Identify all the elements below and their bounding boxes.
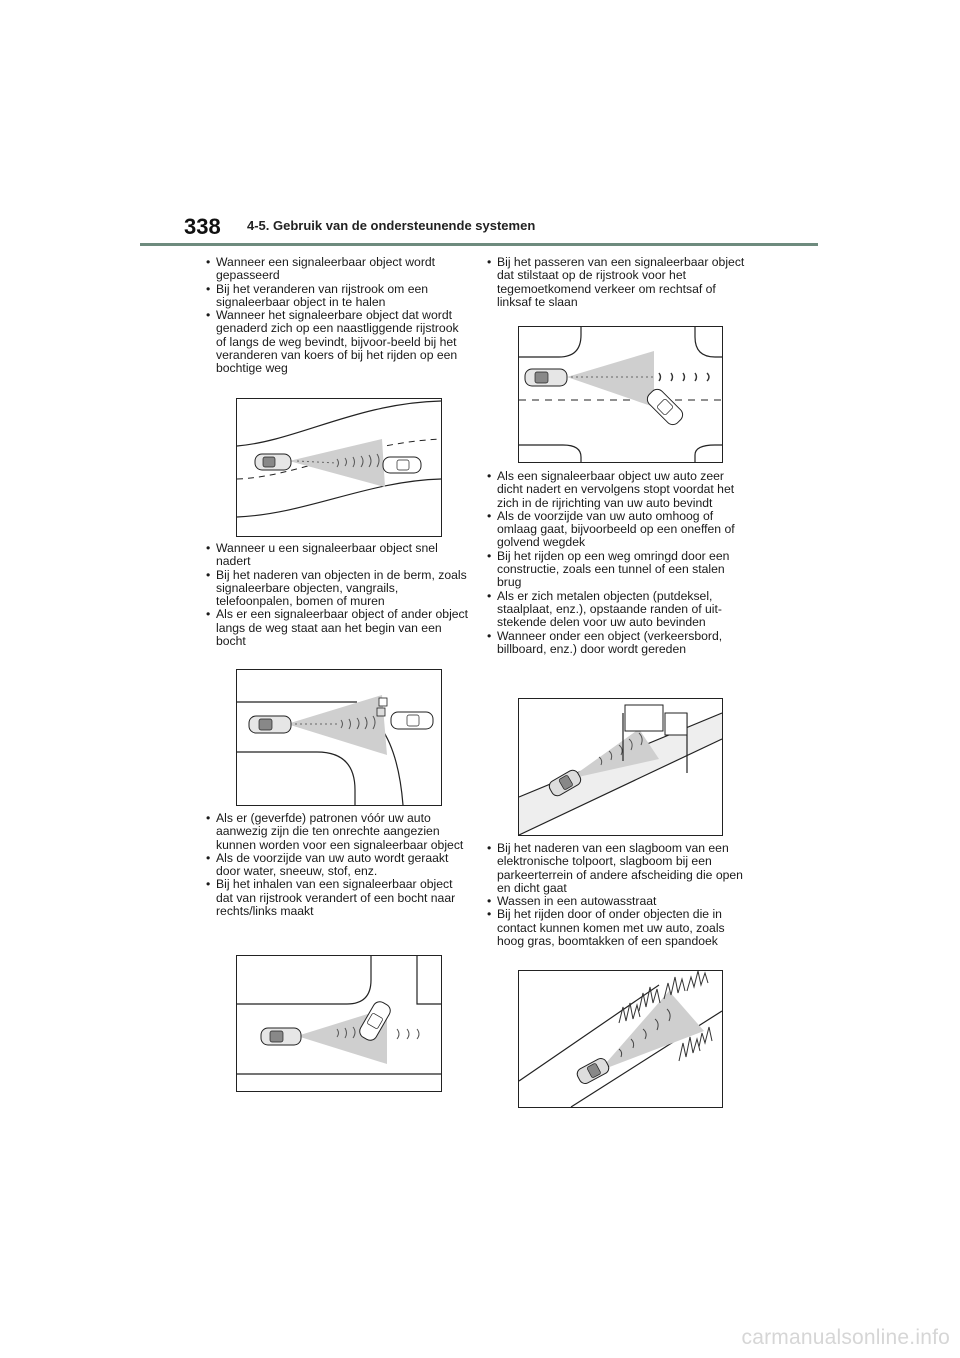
list-item: • Als er een signaleerbaar object of ander object langs de weg staat aan het begin van een bocht bbox=[203, 608, 471, 648]
list-item: • Bij het rijden op een weg omringd door een constructie, zoals een tunnel of een stalen brug bbox=[484, 550, 752, 590]
section-title: 4-5. Gebruik van de ondersteunende systemen bbox=[247, 218, 536, 233]
left-bullets-1 bbox=[203, 256, 471, 376]
list-item: • Als de voorzijde van uw auto wordt geraakt door water, sneeuw, stof, enz. bbox=[203, 852, 471, 879]
illustration-curved-road bbox=[236, 398, 442, 537]
list-item: • Als de voorzijde van uw auto omhoog of omlaag gaat, bijvoorbeeld op een oneffen of golvend wegdek bbox=[484, 510, 752, 550]
left-bullets-2 bbox=[203, 542, 471, 648]
left-bullets-3 bbox=[203, 812, 471, 918]
list-item: • Bij het naderen van een slagboom van een elektronische tolpoort, slagboom bij een parkeerterrein of andere afscheiding die open en dicht gaat bbox=[484, 842, 752, 895]
list-item: • Wanneer onder een object (verkeersbord, billboard, enz.) door wordt gereden bbox=[484, 630, 752, 657]
list-item: • Bij het passeren van een signaleerbaar object dat stilstaat op de rijstrook voor het tegemoetkomend verkeer om rechtsaf of linksaf te slaan bbox=[484, 256, 752, 309]
list-item: • Als er zich metalen objecten (putdeksel, staalplaat, enz.), opstaande randen of uit-stekende delen voor uw auto bevinden bbox=[484, 590, 752, 630]
illustration-overtake-turning bbox=[236, 955, 442, 1092]
illustration-bend-start bbox=[236, 669, 442, 806]
list-item: • Wanneer u een signaleerbaar object snel nadert bbox=[203, 542, 471, 569]
list-item: • Bij het rijden door of onder objecten die in contact kunnen komen met uw auto, zoals hoog gras, boomtakken of een spandoek bbox=[484, 908, 752, 948]
list-item: • Wanneer een signaleerbaar object wordt gepasseerd bbox=[203, 256, 471, 283]
illustration-oncoming-turn bbox=[518, 326, 723, 463]
right-bullets-3 bbox=[484, 842, 752, 948]
list-item: • Wassen in een autowasstraat bbox=[484, 895, 752, 908]
list-item: • Als een signaleerbaar object uw auto zeer dicht nadert en vervolgens stopt voordat het zich in de rijrichting van uw auto bevindt bbox=[484, 470, 752, 510]
header-divider bbox=[140, 243, 818, 246]
right-bullets-2 bbox=[484, 470, 752, 656]
right-bullets-1 bbox=[484, 256, 752, 309]
watermark: carmanualsonline.info bbox=[741, 1326, 950, 1349]
list-item: • Bij het veranderen van rijstrook om een signaleerbaar object in te halen bbox=[203, 283, 471, 310]
illustration-tall-grass bbox=[518, 970, 723, 1108]
list-item: • Wanneer het signaleerbare object dat wordt genaderd zich op een naastliggende rijstrook of langs de weg bevindt, bijvoor-beeld bij het veranderen van koers of bij het rijden op een bochtige weg bbox=[203, 309, 471, 375]
page-number: 338 bbox=[184, 214, 221, 239]
list-item: • Bij het naderen van objecten in de berm, zoals signaleerbare objecten, vangrails, telefoonpalen, bomen of muren bbox=[203, 569, 471, 609]
list-item: • Als er (geverfde) patronen vóór uw auto aanwezig zijn die ten onrechte aangezien kunnen worden voor een signaleerbaar object bbox=[203, 812, 471, 852]
list-item: • Bij het inhalen van een signaleerbaar object dat van rijstrook verandert of een bocht naar rechts/links maakt bbox=[203, 878, 471, 918]
illustration-overhead-sign bbox=[518, 698, 723, 836]
